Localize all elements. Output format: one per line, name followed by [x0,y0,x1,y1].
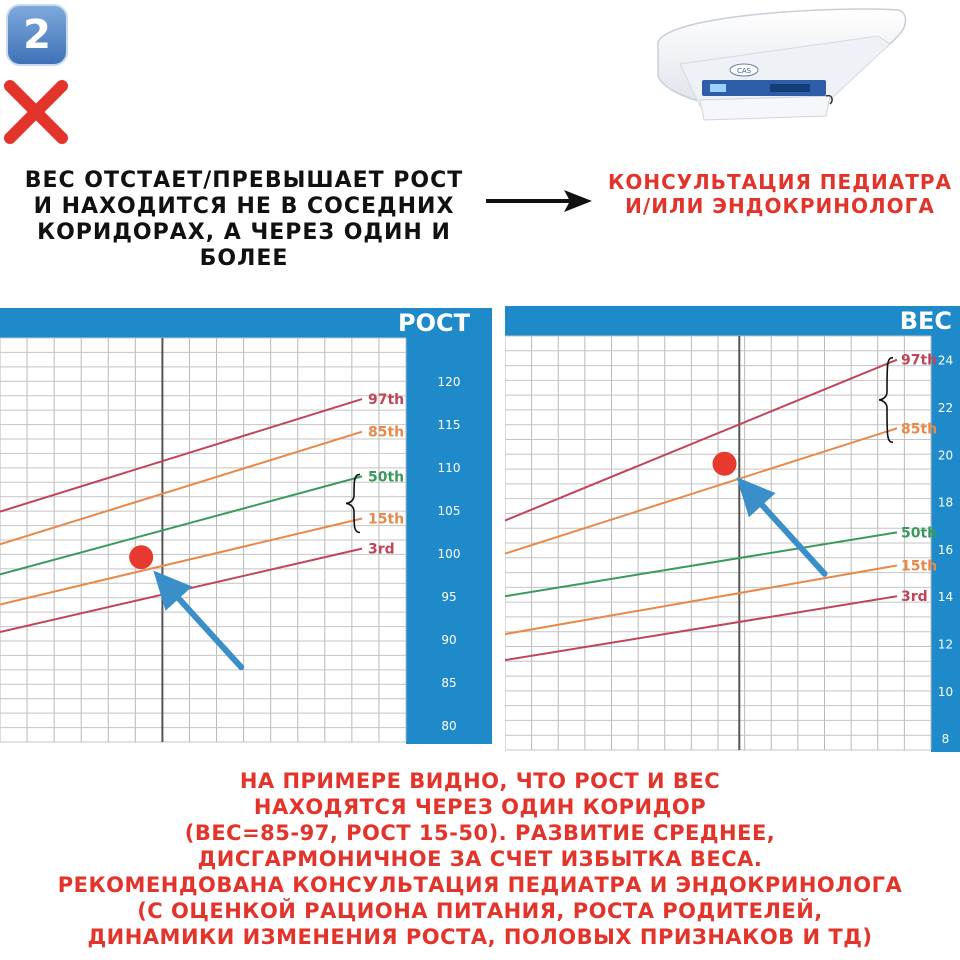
conclusion-line: ДИСГАРМОНИЧНОЕ ЗА СЧЕТ ИЗБЫТКА ВЕСА. [197,847,763,871]
y-tick-label: 95 [441,589,457,604]
conclusion-text [0,768,960,950]
y-tick-label: 22 [937,400,954,415]
y-tick-label: 105 [437,503,461,518]
headline-line: И НАХОДИТСЯ НЕ В СОСЕДНИХ [33,194,455,219]
y-tick-label: 18 [937,495,954,510]
percentile-line-97th [505,360,897,521]
number-badge-icon [6,4,68,66]
y-tick-label: 90 [441,632,457,647]
chart-header-bar [505,306,960,336]
headline-line: КОРИДОРАХ, А ЧЕРЕЗ ОДИН И БОЛЕЕ [37,220,451,271]
consult-line: КОНСУЛЬТАЦИЯ ПЕДИАТРА [607,170,953,194]
child-measurement-point [713,452,737,476]
conclusion-line: (ВЕС=85-97, РОСТ 15-50). РАЗВИТИЕ СРЕДНЕЕ, [184,821,776,845]
height-chart-svg [0,308,492,744]
chart-title: ВЕС [899,307,952,335]
percentile-label-85th: 85th [901,421,938,438]
percentile-label-85th: 85th [368,424,405,441]
y-tick-label: 10 [937,684,954,699]
y-tick-label: 120 [437,374,461,389]
percentile-label-3rd: 3rd [901,589,928,606]
conclusion-line: ДИНАМИКИ ИЗМЕНЕНИЯ РОСТА, ПОЛОВЫХ ПРИЗНАКОВ И ТД) [87,925,873,949]
y-tick-label: 80 [441,718,457,733]
percentile-line-15th [505,565,897,634]
percentile-line-3rd [505,596,897,660]
y-tick-label: 85 [441,675,457,690]
height-chart [0,308,492,744]
y-tick-label: 16 [937,542,954,557]
y-tick-label: 115 [437,417,461,432]
consult-line: И/ИЛИ ЭНДОКРИНОЛОГА [625,194,935,218]
right-arrow-icon [484,186,594,216]
percentile-label-50th: 50th [901,525,938,542]
y-tick-label: 110 [437,460,461,475]
percentile-label-97th: 97th [368,392,405,409]
weight-chart-svg [505,306,960,752]
conclusion-line: (С ОЦЕНКОЙ РАЦИОНА ПИТАНИЯ, РОСТА РОДИТЕЛЕЙ, [137,899,823,923]
percentile-label-15th: 15th [368,511,405,528]
consultation-note [605,170,955,218]
y-tick-label: 20 [937,448,954,463]
y-tick-label: 24 [937,353,954,368]
red-cross-icon [0,76,72,148]
pointer-arrow-icon [179,599,241,668]
headline-line: ВЕС ОТСТАЕТ/ПРЕВЫШАЕТ РОСТ [24,168,464,193]
y-tick-label: 100 [437,546,461,561]
y-tick-label: 8 [941,732,950,747]
badge-number: 2 [23,12,51,58]
weight-chart [505,306,960,752]
percentile-line-85th [505,428,897,553]
brace-icon [346,474,360,532]
scale-brand: CAS [736,67,752,75]
conclusion-line: НАХОДЯТСЯ ЧЕРЕЗ ОДИН КОРИДОР [253,795,707,819]
y-tick-label: 12 [937,637,954,652]
y-tick-label: 14 [937,590,954,605]
child-measurement-point [129,545,153,569]
percentile-label-3rd: 3rd [368,541,395,558]
percentile-label-97th: 97th [901,352,938,369]
chart-title: РОСТ [398,309,470,337]
headline [10,168,478,272]
conclusion-line: НА ПРИМЕРЕ ВИДНО, ЧТО РОСТ И ВЕС [239,769,721,793]
conclusion-line: РЕКОМЕНДОВАНА КОНСУЛЬТАЦИЯ ПЕДИАТРА И ЭНДОКРИНОЛОГА [57,873,903,897]
percentile-label-50th: 50th [368,469,405,486]
percentile-label-15th: 15th [901,558,938,575]
percentile-line-50th [505,532,897,596]
baby-scale-image [640,0,960,150]
